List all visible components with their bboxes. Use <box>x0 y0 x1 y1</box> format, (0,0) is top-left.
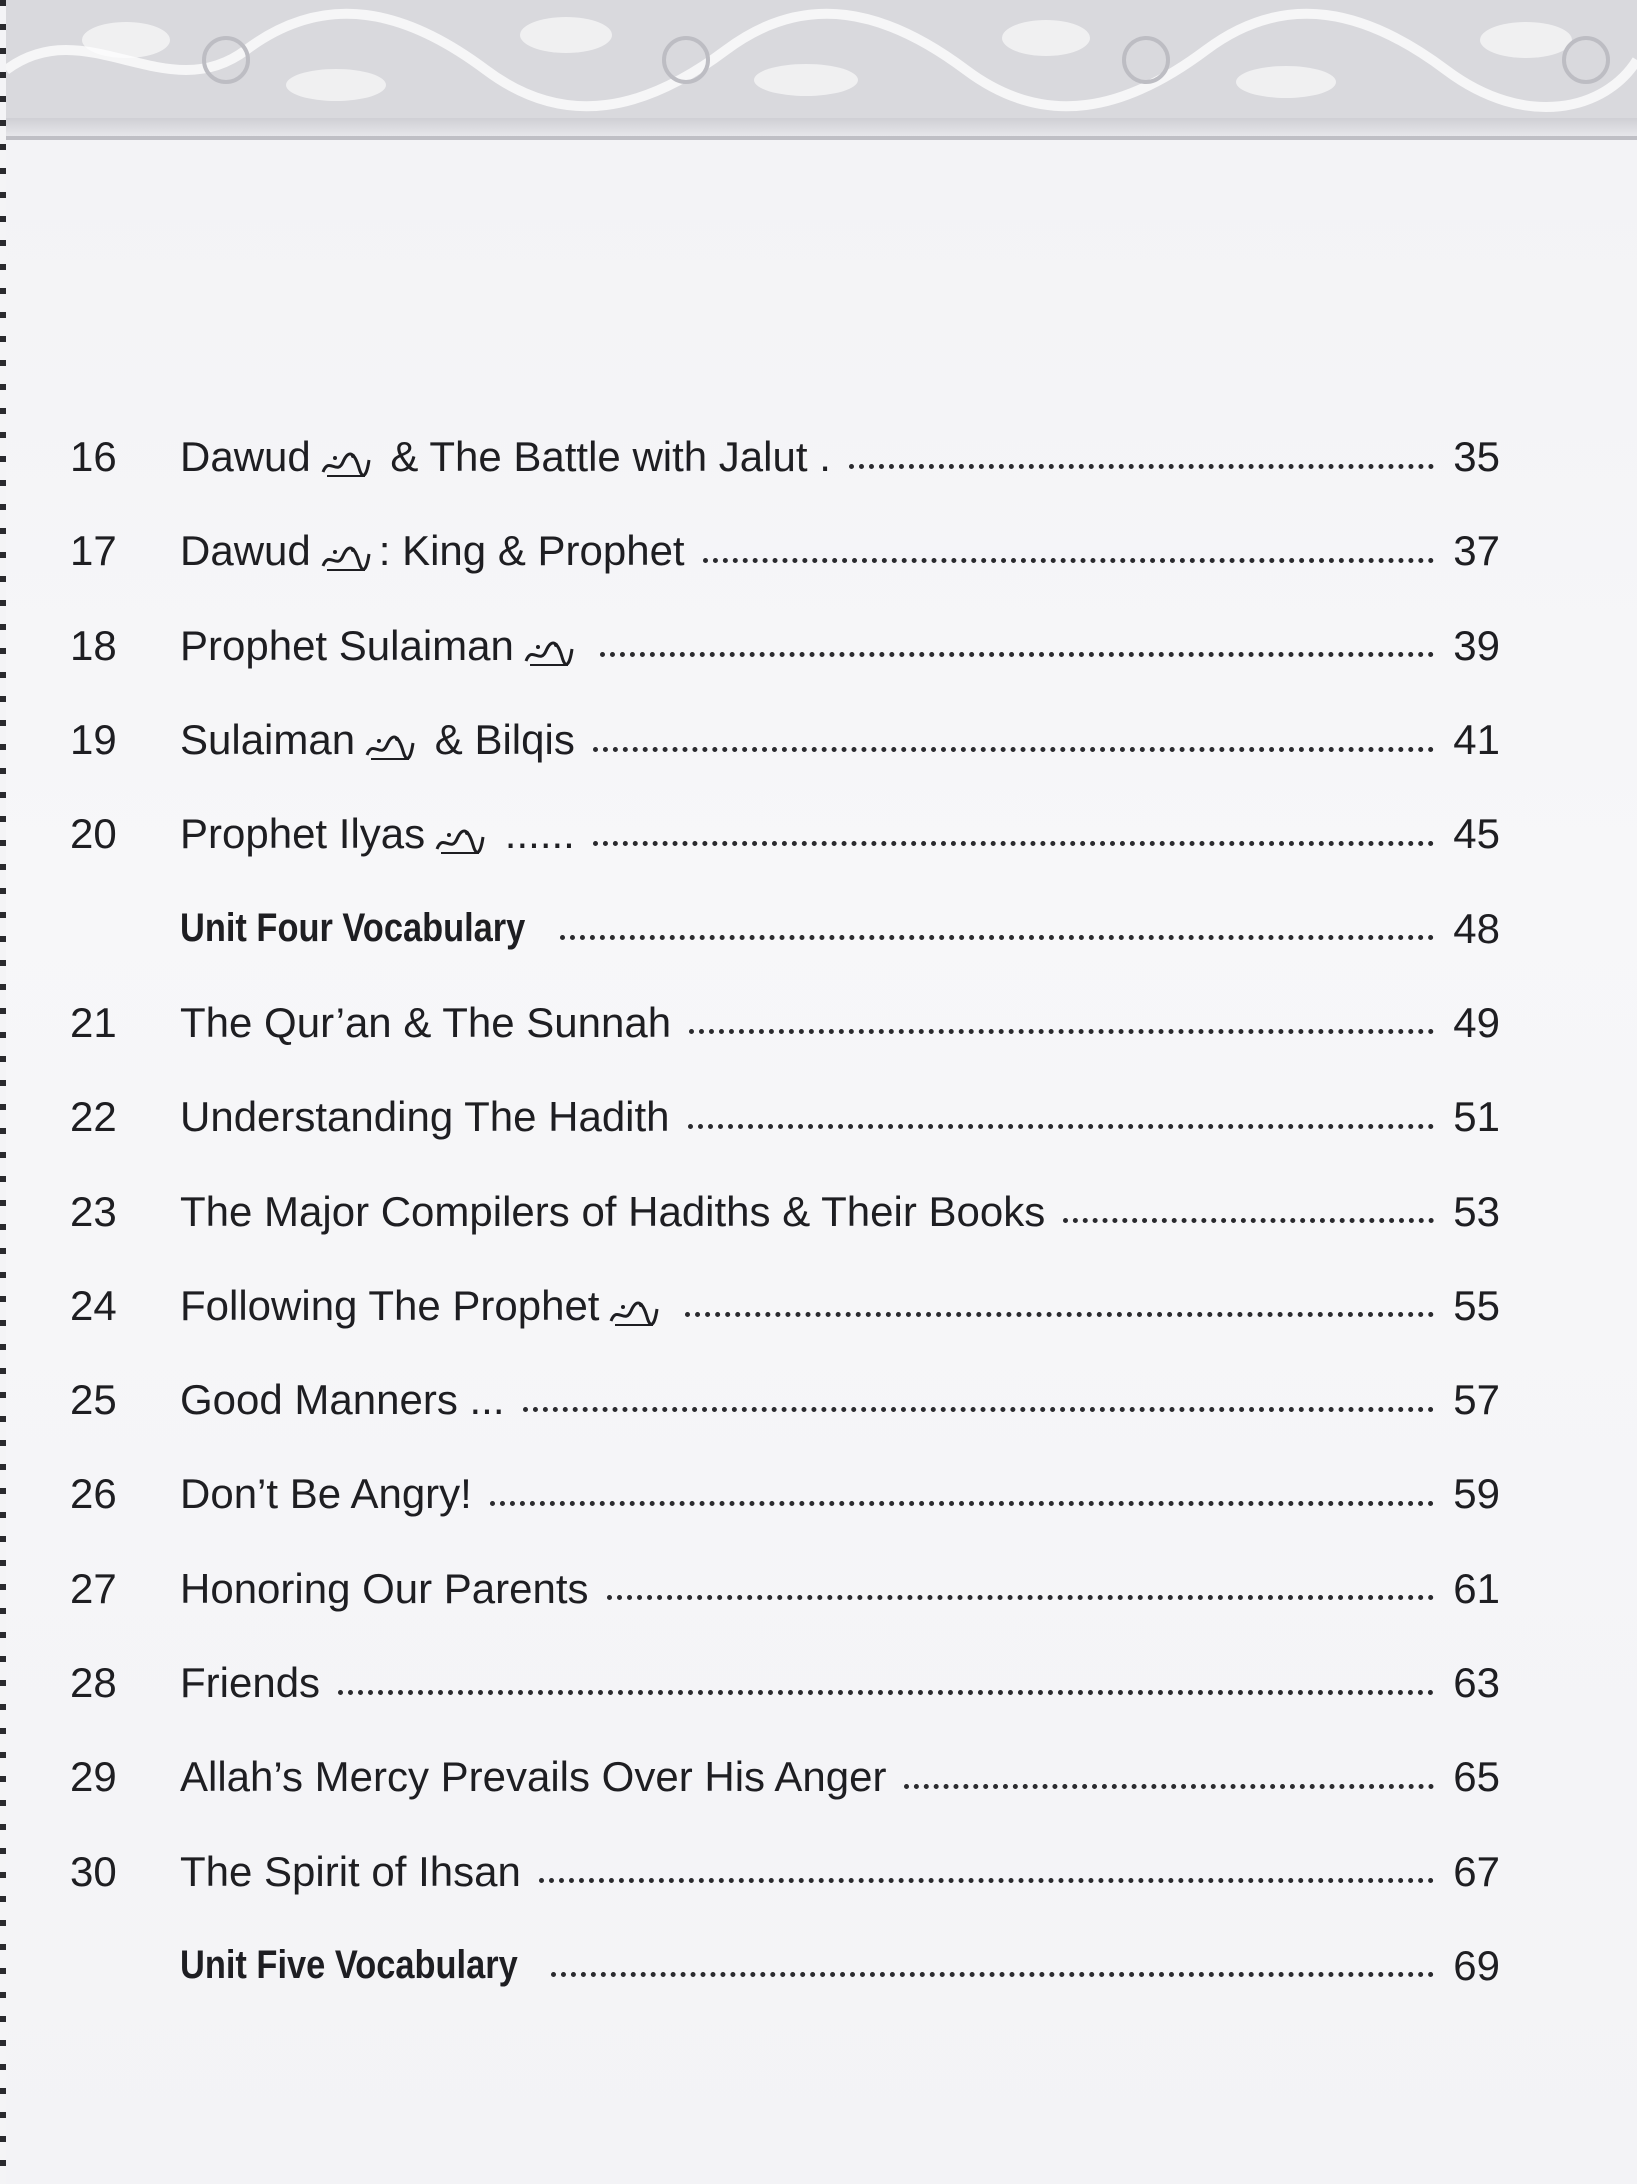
dot-leader <box>560 935 1434 940</box>
chapter-title-text: Don’t Be Angry! <box>180 1470 472 1518</box>
toc-entry <box>70 1070 1500 1164</box>
page-number: 63 <box>1453 1659 1500 1706</box>
chapter-number: 27 <box>70 1564 117 1612</box>
ornamental-header <box>6 0 1637 118</box>
honorific-seal-icon <box>319 442 371 472</box>
dot-leader <box>703 558 1434 563</box>
honorific-seal-icon <box>319 536 371 566</box>
chapter-title-suffix: : King & Prophet <box>378 527 685 575</box>
chapter-title <box>180 1093 670 1141</box>
dot-leader <box>849 464 1434 469</box>
chapter-title-text: Dawud <box>180 433 311 481</box>
chapter-title <box>180 622 582 670</box>
chapter-number: 25 <box>70 1376 117 1424</box>
chapter-title <box>180 1659 320 1707</box>
chapter-title-suffix: & Bilqis <box>423 716 575 764</box>
chapter-title-text: Understanding The Hadith <box>180 1093 670 1141</box>
dot-leader <box>551 1972 1434 1977</box>
chapter-number: 17 <box>70 527 117 575</box>
chapter-title <box>180 433 831 481</box>
page-number: 53 <box>1453 1187 1500 1235</box>
chapter-title-text: The Qur’an & The Sunnah <box>180 998 672 1046</box>
chapter-title-text: Sulaiman <box>180 716 356 764</box>
dot-leader <box>689 1029 1434 1034</box>
toc-entry <box>70 1730 1500 1824</box>
chapter-title-suffix: ...... <box>493 810 575 858</box>
page-number: 37 <box>1453 527 1500 575</box>
chapter-title <box>180 1470 472 1518</box>
page-number: 41 <box>1453 716 1500 764</box>
chapter-title-text: Honoring Our Parents <box>180 1564 589 1612</box>
chapter-title <box>180 527 685 575</box>
honorific-seal-icon <box>433 819 485 849</box>
toc-entry <box>70 1259 1500 1353</box>
chapter-title <box>180 1188 1045 1236</box>
toc-entry <box>70 881 1500 975</box>
chapter-title <box>180 810 575 858</box>
toc-entry <box>70 1353 1500 1447</box>
floral-ornament-icon <box>6 0 1637 118</box>
toc-entry <box>70 1447 1500 1541</box>
toc-entry <box>70 693 1500 787</box>
toc-entry <box>70 599 1500 693</box>
chapter-title <box>180 1848 521 1896</box>
chapter-number: 19 <box>70 716 117 764</box>
dot-leader <box>338 1690 1434 1695</box>
page-number: 69 <box>1453 1941 1500 1989</box>
dot-leader <box>607 1595 1434 1600</box>
toc-entry <box>70 1824 1500 1918</box>
chapter-title <box>180 1376 505 1424</box>
toc-entry <box>70 1636 1500 1730</box>
page-number: 57 <box>1453 1376 1500 1424</box>
toc-entry <box>70 1164 1500 1258</box>
chapter-title-text: Dawud <box>180 527 311 575</box>
chapter-number: 28 <box>70 1659 117 1706</box>
page-number: 51 <box>1453 1093 1500 1141</box>
unit-vocabulary-title <box>180 1943 518 1988</box>
toc-entry <box>70 1542 1500 1636</box>
dot-leader <box>523 1407 1435 1412</box>
page-number: 61 <box>1453 1564 1500 1612</box>
table-of-contents <box>70 410 1500 2013</box>
chapter-title-text: Unit Five Vocabulary <box>180 1943 518 1988</box>
chapter-number: 23 <box>70 1187 117 1235</box>
header-rule <box>6 118 1637 136</box>
page-number: 67 <box>1453 1847 1500 1895</box>
chapter-title <box>180 716 575 764</box>
spiral-binding <box>0 0 6 2184</box>
toc-entry <box>70 976 1500 1070</box>
chapter-number: 16 <box>70 433 117 481</box>
chapter-title-text: Good Manners ... <box>180 1376 505 1424</box>
chapter-title-text: Unit Four Vocabulary <box>180 906 526 951</box>
dot-leader <box>593 841 1434 846</box>
dot-leader <box>685 1312 1434 1317</box>
page-number: 35 <box>1453 433 1500 481</box>
honorific-seal-icon <box>522 631 574 661</box>
chapter-title-text: The Spirit of Ihsan <box>180 1847 521 1895</box>
dot-leader <box>600 652 1434 657</box>
honorific-seal-icon <box>607 1291 659 1321</box>
dot-leader <box>1063 1218 1434 1223</box>
chapter-title-text: The Major Compilers of Hadiths & Their Books <box>180 1187 1046 1235</box>
chapter-title <box>180 1565 589 1613</box>
honorific-seal-icon <box>363 725 415 755</box>
toc-entry <box>70 410 1500 504</box>
chapter-title-text: Friends <box>180 1659 321 1706</box>
chapter-number: 26 <box>70 1470 117 1518</box>
page-number: 45 <box>1453 810 1500 858</box>
page-number: 49 <box>1453 998 1500 1046</box>
chapter-title <box>180 1282 667 1330</box>
dot-leader <box>539 1878 1434 1883</box>
page-number: 65 <box>1453 1753 1500 1801</box>
page-number: 55 <box>1453 1281 1500 1329</box>
chapter-number: 20 <box>70 810 117 858</box>
chapter-title-text: Following The Prophet <box>180 1281 600 1329</box>
header-rule-line <box>6 136 1637 140</box>
chapter-title-text: Prophet Sulaiman <box>180 621 514 669</box>
dot-leader <box>688 1124 1434 1129</box>
toc-entry <box>70 504 1500 598</box>
chapter-number: 24 <box>70 1281 117 1329</box>
chapter-title-text: Allah’s Mercy Prevails Over His Anger <box>180 1753 887 1801</box>
dot-leader <box>904 1784 1434 1789</box>
dot-leader <box>490 1501 1434 1506</box>
page-number: 48 <box>1453 904 1500 952</box>
chapter-number: 18 <box>70 621 117 669</box>
page-number: 59 <box>1453 1470 1500 1518</box>
chapter-number: 22 <box>70 1093 117 1141</box>
chapter-number: 29 <box>70 1753 117 1801</box>
toc-entry <box>70 1919 1500 2013</box>
dot-leader <box>593 747 1434 752</box>
chapter-number: 30 <box>70 1847 117 1895</box>
chapter-number: 21 <box>70 998 117 1046</box>
toc-entry <box>70 787 1500 881</box>
chapter-title-suffix: & The Battle with Jalut . <box>378 433 831 481</box>
unit-vocabulary-title <box>180 906 525 951</box>
chapter-title-text: Prophet Ilyas <box>180 810 426 858</box>
chapter-title <box>180 999 671 1047</box>
chapter-title <box>180 1753 886 1801</box>
page-number: 39 <box>1453 621 1500 669</box>
